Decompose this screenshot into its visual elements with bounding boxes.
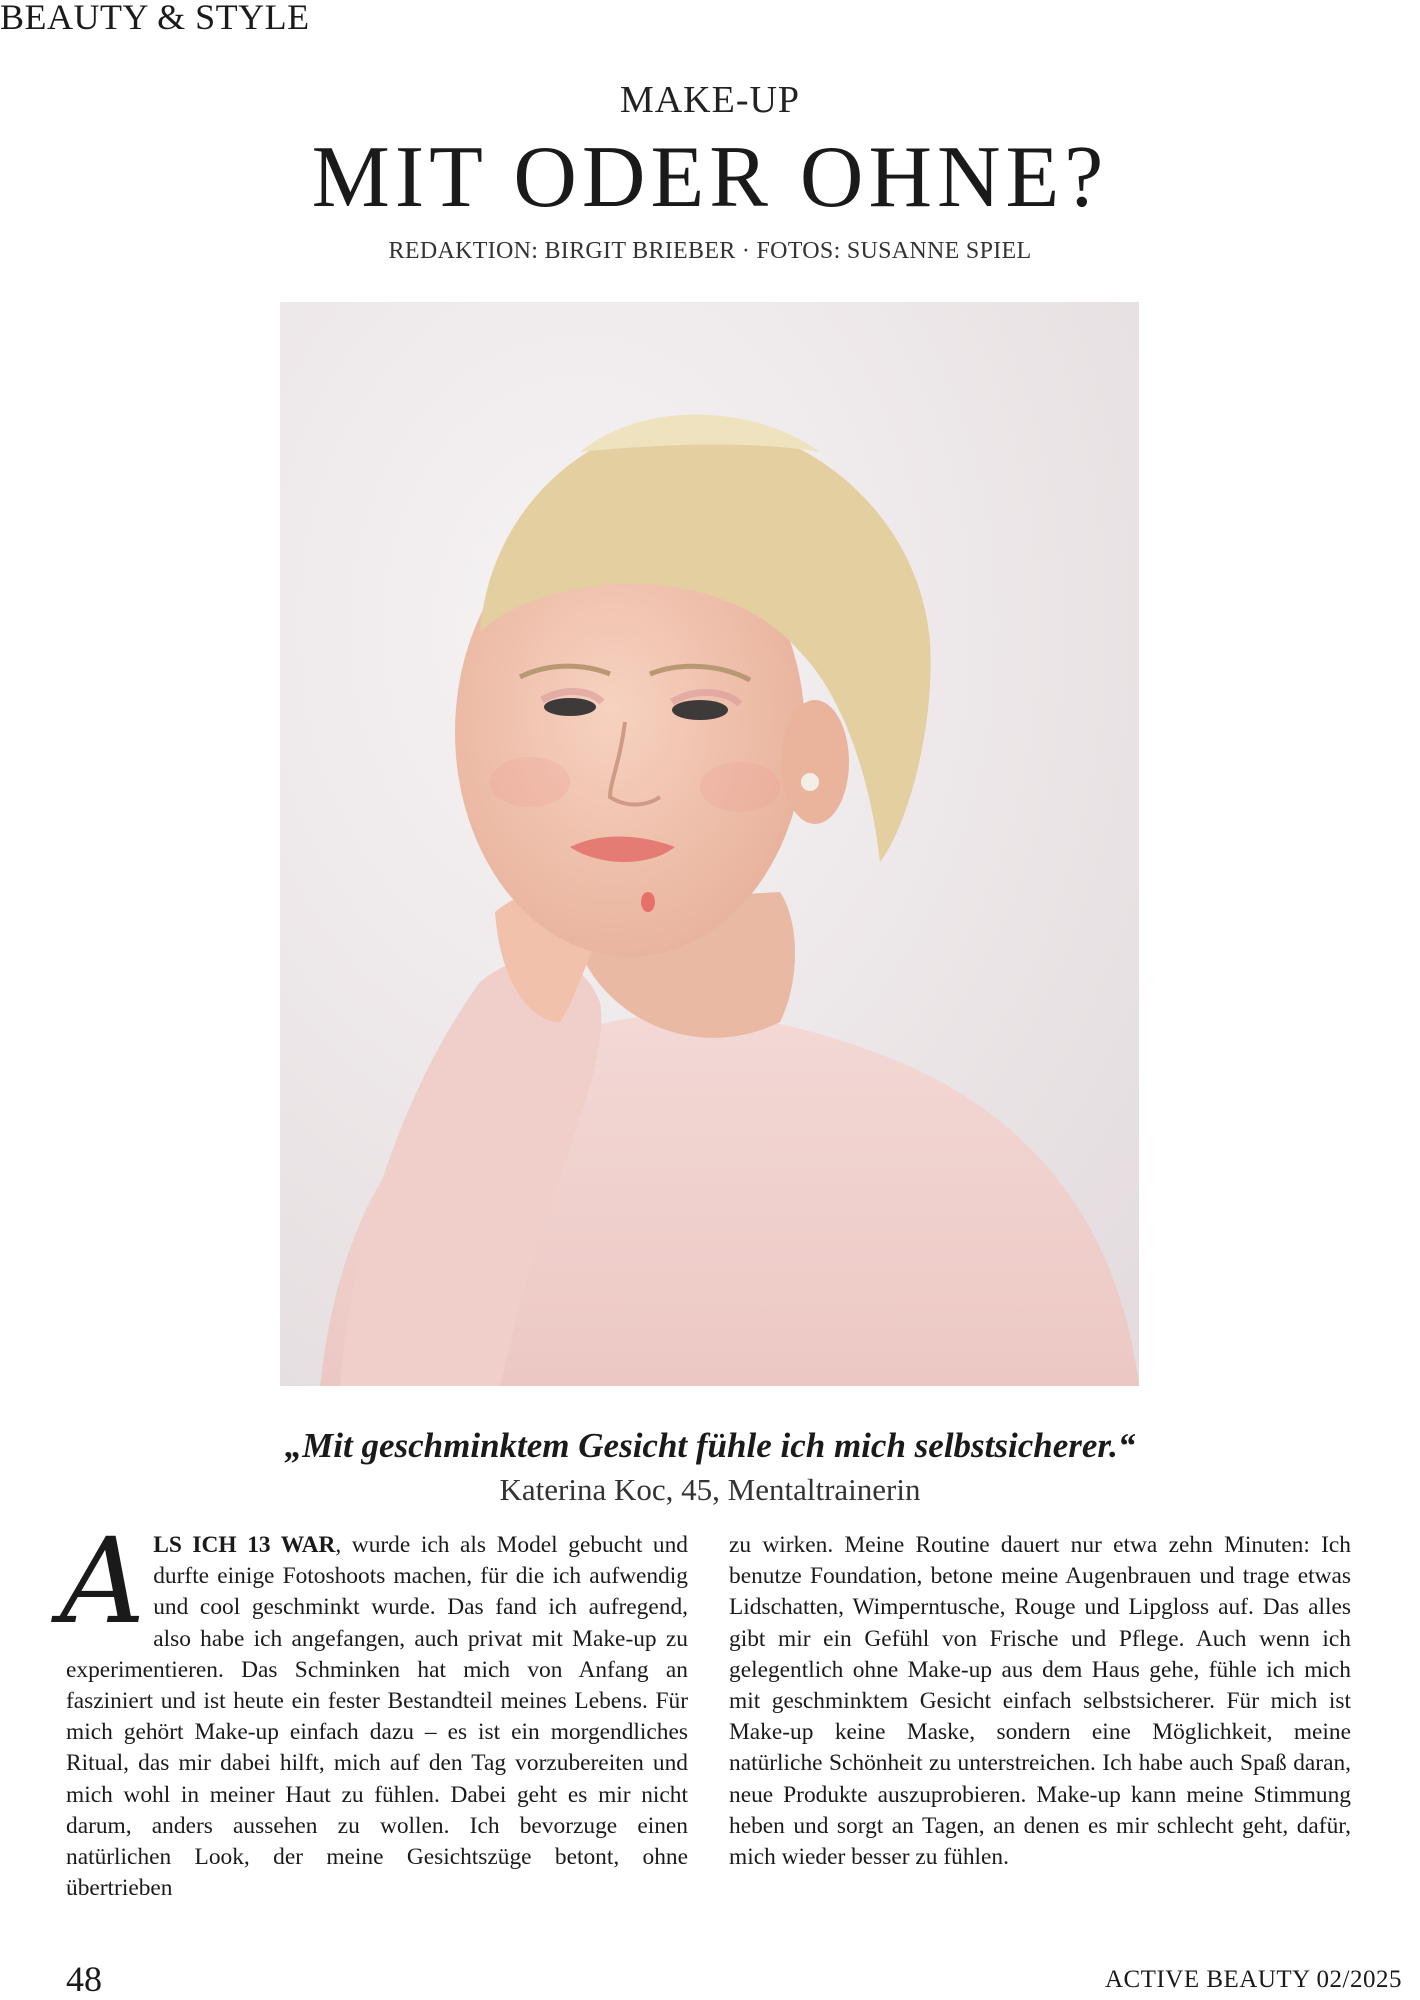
article-kicker: MAKE-UP xyxy=(619,79,801,121)
body-column-left xyxy=(60,1512,688,1904)
section-label: BEAUTY & STYLE xyxy=(0,0,310,37)
body-column-right xyxy=(729,1530,1351,1873)
article-headline: MIT ODER OHNE? xyxy=(311,129,1109,226)
portrait-illustration xyxy=(280,302,1139,1386)
article-credits: REDAKTION: BIRGIT BRIEBER · FOTOS: SUSANNE SPIEL xyxy=(388,238,1032,264)
body-text-left: , wurde ich als Model gebucht und durfte einige Fotoshoots machen, für die ich aufwendig und cool geschminkt wurde. Das fand ich aufregend, also habe ich angefangen, auch privat mit Make-up zu experimentieren. Das Schminken hat mich von Anfang an fasziniert und ist heute ein fester Bestandteil meines Lebens. Für mich gehört Make-up einfach dazu – es ist ein morgendliches Ritual, das mir dabei hilft, mich auf den Tag vorzubereiten und mich wohl in meiner Haut zu fühlen. Dabei geht es mir nicht darum, anders aussehen zu wollen. Ich bevorzuge einen natürlichen Look, der meine Gesichtszüge betont, ohne übertrieben xyxy=(66,1532,688,1902)
quote-attribution: Katerina Koc, 45, Mentaltrainerin xyxy=(499,1472,921,1507)
pull-quote: „Mit geschminktem Gesicht fühle ich mich selbstsicherer.“ xyxy=(284,1426,1136,1465)
lead-in: LS ICH 13 WAR xyxy=(153,1532,336,1558)
body-text-right: zu wirken. Meine Routine dauert nur etwa zehn Minuten: Ich benutze Foundation, betone meine Augenbrauen und trage etwas Lidschatten, Wimperntusche, Rouge und Lipgloss auf. Das alles gibt mir ein Gefühl von Frische und Pflege. Auch wenn ich gelegentlich ohne Make-up aus dem Haus gehe, fühle ich mich mit geschminktem Gesicht einfach selbstsicherer. Für mich ist Make-up keine Maske, sondern eine Möglichkeit, meine natürliche Schönheit zu unterstreichen. Ich habe auch Spaß daran, neue Produkte auszuprobieren. Make-up kann meine Stimmung heben und sorgt an Tagen, an denen es mir schlecht geht, dafür, mich wieder besser zu fühlen. xyxy=(729,1532,1351,1871)
publication-footer: ACTIVE BEAUTY 02/2025 xyxy=(1104,1966,1402,1993)
drop-cap: A xyxy=(60,1512,146,1650)
portrait-photo xyxy=(280,302,1139,1386)
page-number: 48 xyxy=(66,1959,102,1999)
